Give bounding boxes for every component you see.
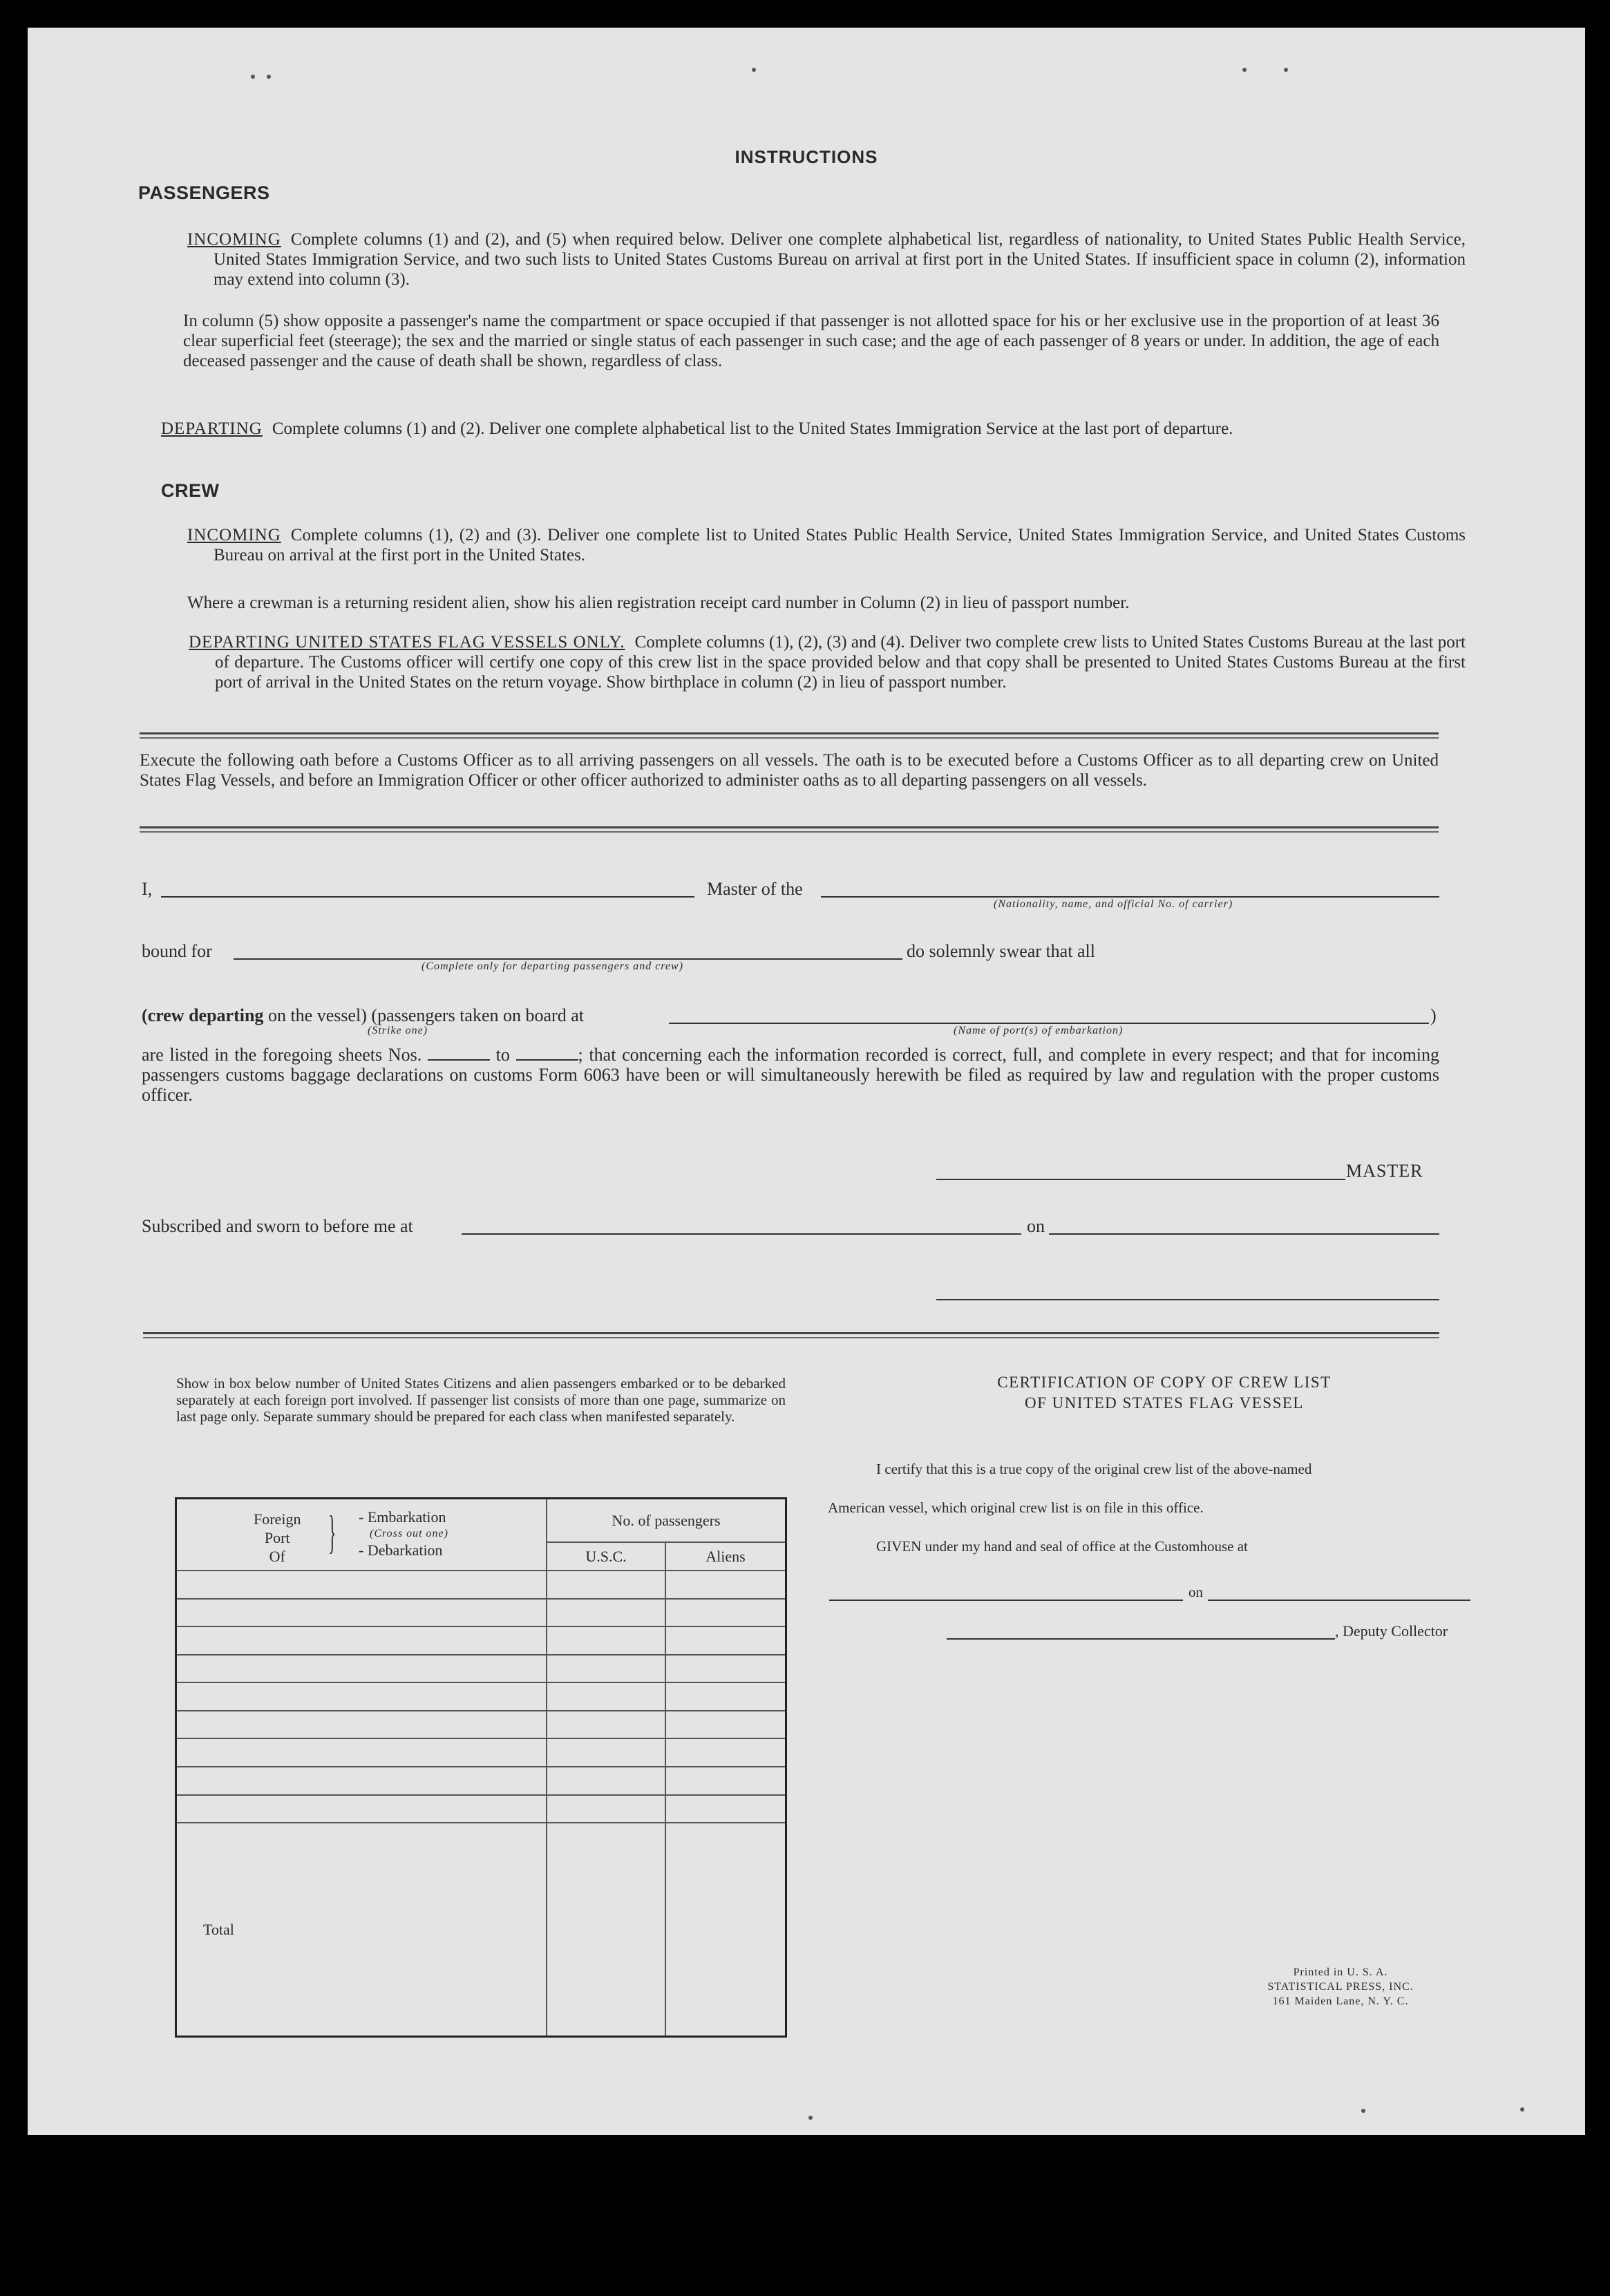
port-cell[interactable] — [176, 1599, 547, 1627]
passenger-summary-table — [175, 1497, 787, 2038]
section-divider — [140, 826, 1439, 833]
speck — [251, 75, 255, 79]
summary-header-row — [176, 1499, 786, 1543]
table-row — [176, 1599, 786, 1627]
on-the-vessel-label: on the vessel) — [267, 1005, 367, 1025]
foreign-port-header — [176, 1499, 547, 1571]
certification-title-line2: OF UNITED STATES FLAG VESSEL — [1025, 1394, 1304, 1412]
usc-cell[interactable] — [547, 1711, 665, 1739]
aliens-cell[interactable] — [665, 1795, 786, 1823]
usc-total-cell[interactable] — [547, 1823, 665, 2036]
master-of-the-label: Master of the — [707, 879, 803, 899]
passengers-taken-label: (passengers taken on board at — [371, 1005, 584, 1025]
table-row — [176, 1767, 786, 1795]
usc-cell[interactable] — [547, 1571, 665, 1599]
swear-text: do solemnly swear that all — [907, 941, 1095, 961]
total-row — [176, 1823, 786, 2036]
passengers-departing-label: DEPARTING — [161, 419, 263, 438]
table-row — [176, 1682, 786, 1711]
sworn-on-label: on — [1027, 1216, 1045, 1236]
carrier-caption: (Nationality, name, and official No. of carrier) — [994, 898, 1233, 910]
usc-cell[interactable] — [547, 1682, 665, 1711]
printer-imprint — [1230, 1965, 1451, 2009]
speck — [267, 75, 271, 79]
crew-incoming-text: Complete columns (1), (2) and (3). Deliver one complete list to United States Public Health Service, United States Immigration Service, and United States Customs Bureau on arrival at the first port in the United States. — [214, 526, 1466, 564]
port-label: Port — [264, 1529, 290, 1546]
summary-instruction: Show in box below number of United States Citizens and alien passengers embarked or to be debarked separately at each foreign port involved. If passenger list consists of more than one page, summarize on last page only. Separate summary should be prepared for each class when manifested separately. — [176, 1375, 786, 1425]
usc-cell[interactable] — [547, 1795, 665, 1823]
crew-departing-label: DEPARTING UNITED STATES FLAG VESSELS ONLY. — [189, 633, 625, 652]
cert-on-label: on — [1188, 1584, 1203, 1600]
crew-passengers-line — [142, 1005, 584, 1026]
customhouse-field[interactable] — [829, 1597, 1183, 1601]
usc-header: U.S.C. — [547, 1542, 665, 1571]
are-listed-text: are listed in the foregoing sheets Nos. — [142, 1045, 422, 1065]
bound-for-field[interactable] — [234, 956, 902, 960]
table-row — [176, 1655, 786, 1683]
table-row — [176, 1738, 786, 1767]
printer-line3: 161 Maiden Lane, N. Y. C. — [1272, 1995, 1409, 2007]
passengers-heading: PASSENGERS — [138, 182, 270, 203]
total-label: Total — [176, 1823, 547, 2036]
crew-resident-paragraph: Where a crewman is a returning resident alien, show his alien registration receipt card number in Column (2) in lieu of passport number. — [187, 594, 1130, 612]
usc-cell[interactable] — [547, 1655, 665, 1683]
certify-line2: American vessel, which original crew list is on file in this office. — [828, 1499, 1204, 1516]
passengers-departing-text: Complete columns (1) and (2). Deliver one complete alphabetical list to the United States Immigration Service at the last port of departure. — [272, 419, 1233, 438]
listed-paragraph — [142, 1045, 1439, 1105]
deputy-signature-field[interactable] — [947, 1636, 1335, 1640]
sheet-to-field[interactable] — [516, 1047, 578, 1061]
aliens-cell[interactable] — [665, 1599, 786, 1627]
printer-line1: Printed in U. S. A. — [1293, 1966, 1388, 1978]
passengers-incoming-text: Complete columns (1) and (2), and (5) when required below. Deliver one complete alphabetical list, regardless of nationality, to United States Public Health Service, United States Immigration Service, and two such lists to United States Customs Bureau on arrival at first port in the United States. If insufficient space in column (2), information may extend into column (3). — [214, 230, 1466, 289]
certify-line1: I certify that this is a true copy of the original crew list of the above-named — [876, 1461, 1312, 1477]
aliens-cell[interactable] — [665, 1711, 786, 1739]
crew-heading: CREW — [161, 480, 220, 501]
strike-caption: (Strike one) — [368, 1025, 428, 1036]
speck — [1361, 2109, 1365, 2113]
i-label: I, — [142, 879, 153, 899]
aliens-cell[interactable] — [665, 1571, 786, 1599]
listed-rest-text: ; that concerning each the information recorded is correct, full, and complete in every respect; and that for incoming passengers customs baggage declarations on customs Form 6063 have been or will simultaneously herewith be filed as required by law and regulation with the proper customs officer. — [142, 1045, 1440, 1105]
master-name-field[interactable] — [161, 893, 694, 898]
aliens-cell[interactable] — [665, 1738, 786, 1767]
usc-cell[interactable] — [547, 1738, 665, 1767]
port-cell[interactable] — [176, 1571, 547, 1599]
to-label: to — [495, 1045, 510, 1065]
port-cell[interactable] — [176, 1682, 547, 1711]
crew-departing-text: Complete columns (1), (2), (3) and (4). Deliver two complete crew lists to United States Customs Bureau at the last port of departure. The Customs officer will certify one copy of this crew list in the space provided below and that copy shall be presented to United States Customs Bureau at the first port of arrival in the United States on the return voyage. Show birthplace in column (2) in lieu of passport number. — [215, 633, 1466, 692]
passengers-column5-paragraph: In column (5) show opposite a passenger's name the compartment or space occupied if that passenger is not allotted space for his or her exclusive use in the proportion of at least 36 clear superficial feet (steerage); the sex and the married or single status of each passenger in such case; and the age of each passenger of 8 years or under. In addition, the age of each deceased passenger and the cause of death shall be shown, regardless of class. — [183, 312, 1439, 370]
port-cell[interactable] — [176, 1738, 547, 1767]
port-cell[interactable] — [176, 1795, 547, 1823]
cert-date-field[interactable] — [1208, 1597, 1470, 1601]
of-label: Of — [269, 1548, 285, 1565]
port-cell[interactable] — [176, 1626, 547, 1655]
aliens-cell[interactable] — [665, 1655, 786, 1683]
table-row — [176, 1711, 786, 1739]
aliens-cell[interactable] — [665, 1626, 786, 1655]
table-row — [176, 1795, 786, 1823]
passengers-incoming-paragraph — [187, 229, 1466, 290]
sworn-place-field[interactable] — [462, 1231, 1021, 1235]
crew-incoming-label: INCOMING — [187, 526, 281, 544]
passengers-departing-paragraph — [161, 419, 1466, 439]
carrier-field[interactable] — [821, 893, 1439, 898]
bound-for-label: bound for — [142, 941, 212, 961]
printer-line2: STATISTICAL PRESS, INC. — [1267, 1981, 1414, 1993]
given-text: GIVEN under my hand and seal of office at the Customhouse at — [876, 1538, 1248, 1555]
subscribed-label: Subscribed and sworn to before me at — [142, 1216, 413, 1236]
crew-departing-bold: (crew departing — [142, 1005, 264, 1025]
foreign-label: Foreign — [254, 1510, 301, 1528]
speck — [808, 2116, 813, 2120]
port-cell[interactable] — [176, 1767, 547, 1795]
crew-departing-paragraph — [189, 632, 1466, 692]
port-cell[interactable] — [176, 1711, 547, 1739]
crew-incoming-paragraph — [187, 525, 1466, 565]
speck — [752, 68, 756, 72]
sheet-from-field[interactable] — [428, 1047, 490, 1061]
form-page — [28, 28, 1585, 2135]
deputy-collector-label: , Deputy Collector — [1335, 1622, 1448, 1640]
certification-title-line1: CERTIFICATION OF COPY OF CREW LIST — [997, 1374, 1332, 1391]
aliens-cell[interactable] — [665, 1682, 786, 1711]
port-cell[interactable] — [176, 1655, 547, 1683]
close-paren: ) — [1430, 1005, 1437, 1025]
speck — [1242, 68, 1247, 72]
certification-title — [843, 1372, 1486, 1414]
table-row — [176, 1571, 786, 1599]
sworn-date-field[interactable] — [1049, 1231, 1439, 1235]
section-divider — [143, 1332, 1439, 1338]
master-signature-field[interactable] — [936, 1176, 1345, 1180]
usc-cell[interactable] — [547, 1767, 665, 1795]
brace-icon: } — [328, 1506, 337, 1558]
oath-execute-paragraph: Execute the following oath before a Customs Officer as to all arriving passengers on all vessels. The oath is to be executed before a Customs Officer as to all departing crew on United States Flag Vessels, and before an Immigration Officer or other officer authorized to administer oaths as to all departing passengers on all vessels. — [140, 751, 1439, 790]
section-divider — [140, 732, 1439, 739]
cross-out-caption: (Cross out one) — [370, 1528, 448, 1539]
no-of-passengers-header: No. of passengers — [547, 1499, 786, 1543]
passengers-incoming-label: INCOMING — [187, 230, 281, 249]
embarkation-label[interactable]: - Embarkation — [359, 1508, 446, 1526]
speck — [1284, 68, 1288, 72]
instructions-title: INSTRUCTIONS — [735, 146, 878, 167]
master-label: MASTER — [1346, 1161, 1423, 1181]
embarkation-port-field[interactable] — [669, 1020, 1429, 1024]
officer-signature-field[interactable] — [936, 1296, 1439, 1300]
port-caption: (Name of port(s) of embarkation) — [954, 1025, 1124, 1036]
aliens-total-cell[interactable] — [665, 1823, 786, 2036]
table-row — [176, 1626, 786, 1655]
aliens-header: Aliens — [665, 1542, 786, 1571]
usc-cell[interactable] — [547, 1626, 665, 1655]
aliens-cell[interactable] — [665, 1767, 786, 1795]
usc-cell[interactable] — [547, 1599, 665, 1627]
debarkation-label[interactable]: - Debarkation — [359, 1541, 443, 1559]
speck — [1520, 2107, 1524, 2112]
bound-for-caption: (Complete only for departing passengers and crew) — [422, 960, 684, 972]
